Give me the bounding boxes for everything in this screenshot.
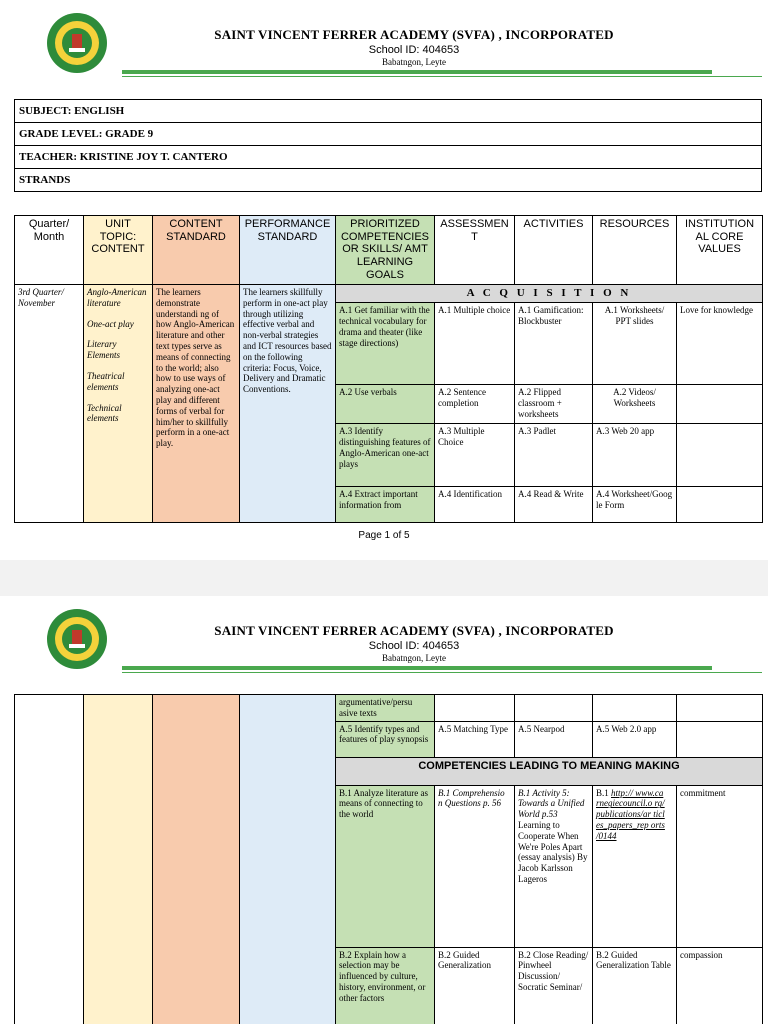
assessment-cell: A.2 Sentence completion [435, 385, 515, 424]
unit-item: Theatrical elements [87, 370, 125, 392]
activity-details: Learning to Cooperate When We're Poles Apart (essay analysis) By Jacob Karlsson Lageros [518, 819, 588, 884]
activity-cell: B.2 Close Reading/ Pinwheel Discussion/ Socratic Seminar/ [515, 947, 593, 1024]
activity-cell [515, 695, 593, 722]
resource-cell: A.3 Web 20 app [593, 424, 677, 487]
unit-topic-cell [84, 695, 153, 1024]
unit-item: Technical elements [87, 402, 122, 424]
header-rule-thick [122, 70, 712, 74]
resource-cell [593, 695, 677, 722]
assessment-cell [435, 695, 515, 722]
goal-cell: B.2 Explain how a selection may be influenced by culture, history, environment, or other factors [336, 947, 435, 1024]
goal-cell: A.5 Identify types and features of play synopsis [336, 721, 435, 757]
activity-cell: A.5 Nearpod [515, 721, 593, 757]
goal-cell: A.1 Get familiar with the technical vocabulary for drama and theater (like stage directions) [336, 303, 435, 385]
page-gap [0, 560, 768, 596]
content-standard-cell [153, 695, 240, 1024]
value-cell: Love for knowledge [677, 303, 763, 385]
unit-item: Anglo-American literature [87, 287, 147, 308]
content-standard-cell: The learners demonstrate understandi ng of how Anglo-American literature and other text types serve as means of connecting to the world; also how to use ways of analyzing one-act play and different forms of verbal for him/her to skillfully perform in a one-act play. [153, 285, 240, 523]
goal-cell: B.1 Analyze literature as means of connecting to the world [336, 785, 435, 947]
col-header-unit: UNIT TOPIC: CONTENT [84, 216, 153, 285]
value-cell [677, 487, 763, 523]
curriculum-map-table [14, 215, 763, 523]
school-location: Babatngon, Leyte [382, 653, 446, 663]
document-page-2 [0, 596, 768, 1024]
header-rule-thick [122, 666, 712, 670]
value-cell [677, 721, 763, 757]
col-header-values: INSTITUTION AL CORE VALUES [677, 216, 763, 285]
quarter-cell: 3rd Quarter/ November [15, 285, 84, 523]
strands-field: STRANDS [15, 169, 762, 192]
activity-cell: A.2 Flipped classroom + worksheets [515, 385, 593, 424]
col-header-prioritized: PRIORITIZED COMPETENCIES OR SKILLS/ AMT LEARNING GOALS [336, 216, 435, 285]
col-header-assessment: ASSESSMEN T [435, 216, 515, 285]
school-name: SAINT VINCENT FERRER ACADEMY (SVFA) , INCORPORATED [214, 27, 614, 42]
activity-title: B.1 Activity 5: Towards a Unified World p.53 [518, 787, 585, 820]
performance-standard-cell [240, 695, 336, 1024]
curriculum-map-table-continued [14, 694, 763, 1024]
meaning-making-band: COMPETENCIES LEADING TO MEANING MAKING [336, 757, 763, 785]
value-cell [677, 695, 763, 722]
col-header-content: CONTENT STANDARD [153, 216, 240, 285]
resource-cell: B.2 Guided Generalization Table [593, 947, 677, 1024]
activity-cell [515, 785, 593, 947]
header-rule-thin [122, 672, 762, 673]
assessment-cell: A.4 Identification [435, 487, 515, 523]
resource-link[interactable]: http:// www.ca rnegiecouncil.o rg/ publications/ar ticl es_papers_rep orts /0144 [596, 787, 665, 841]
assessment-cell: A.1 Multiple choice [435, 303, 515, 385]
goal-cell: A.3 Identify distinguishing features of Anglo-American one-act plays [336, 424, 435, 487]
school-id: School ID: 404653 [368, 640, 460, 652]
school-name: SAINT VINCENT FERRER ACADEMY (SVFA) , INCORPORATED [214, 623, 614, 638]
goal-cell: A.2 Use verbals [336, 385, 435, 424]
value-cell [677, 424, 763, 487]
resource-cell [593, 785, 677, 947]
goal-cell: A.4 Extract important information from [336, 487, 435, 523]
col-header-activities: ACTIVITIES [515, 216, 593, 285]
col-header-quarter: Quarter/ Month [15, 216, 84, 285]
assessment-cell: A.5 Matching Type [435, 721, 515, 757]
resource-prefix: B.1 [596, 787, 609, 798]
col-header-performance: PERFORMANCE STANDARD [240, 216, 336, 285]
resource-cell: A.1 Worksheets/ PPT slides [593, 303, 677, 385]
unit-item: Literary Elements [87, 339, 120, 361]
assessment-cell: B.2 Guided Generalization [435, 947, 515, 1024]
value-cell: compassion [677, 947, 763, 1024]
col-header-resources: RESOURCES [593, 216, 677, 285]
resource-cell: A.2 Videos/ Worksheets [593, 385, 677, 424]
unit-topic-cell [84, 285, 153, 523]
activity-cell: A.3 Padlet [515, 424, 593, 487]
teacher-field: TEACHER: KRISTINE JOY T. CANTERO [15, 146, 762, 169]
value-cell: commitment [677, 785, 763, 947]
activity-cell: A.4 Read & Write [515, 487, 593, 523]
page-number: Page 1 of 5 [358, 530, 410, 541]
subject-info-table [14, 99, 762, 192]
unit-item: One-act play [87, 318, 134, 329]
acquisition-band: A C Q U I S I T I O N [336, 285, 763, 303]
assessment-cell: A.3 Multiple Choice [435, 424, 515, 487]
assessment-cell: B.1 Comprehensio n Questions p. 56 [435, 785, 515, 947]
school-location: Babatngon, Leyte [382, 57, 446, 67]
value-cell [677, 385, 763, 424]
grade-level-field: GRADE LEVEL: GRADE 9 [15, 123, 762, 146]
resource-cell: A.5 Web 2.0 app [593, 721, 677, 757]
performance-standard-cell: The learners skillfully perform in one-act play through utilizing effective verbal and non-verbal strategies and ICT resources based on the following criteria: Focus, Voice, Delivery and Dramatic Conventions. [240, 285, 336, 523]
header-rule-thin [122, 76, 762, 77]
school-id: School ID: 404653 [368, 44, 460, 56]
quarter-cell [15, 695, 84, 1024]
goal-cell: argumentative/persu asive texts [336, 695, 435, 722]
resource-cell: A.4 Worksheet/Goog le Form [593, 487, 677, 523]
subject-field: SUBJECT: ENGLISH [15, 100, 762, 123]
activity-cell: A.1 Gamification: Blockbuster [515, 303, 593, 385]
